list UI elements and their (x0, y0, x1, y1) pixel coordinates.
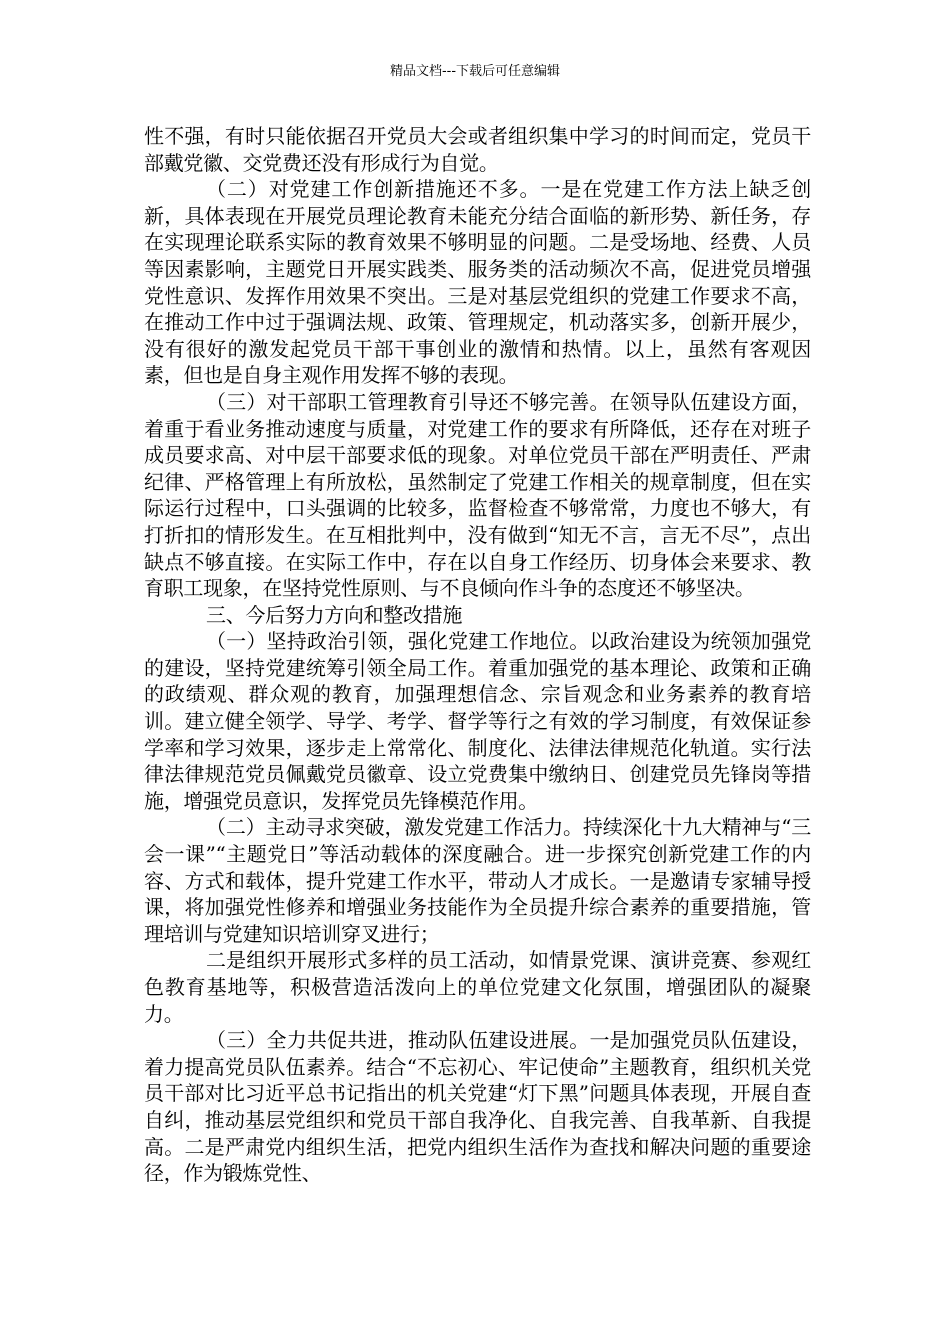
section-heading: 三、今后努力方向和整改措施 (206, 602, 463, 627)
paragraph-activities: 二是组织开展形式多样的员工活动，如情景党课、演讲竞赛、参观红色教育基地等，积极营造活泼向上的单位党建文化氛围，增强团队的凝聚力。 (144, 948, 811, 1026)
paragraph-innovation: （二）对党建工作创新措施还不多。一是在党建工作方法上缺乏创新，具体表现在开展党员理论教育未能充分结合面临的新形势、新任务，存在实现理论联系实际的教育效果不够明显的问题。二是受场地、经费、人员等因素影响，主题党日开展实践类、服务类的活动频次不高，促进党员增强党性意识、发挥作用效果不突出。三是对基层党组织的党建工作要求不高，在推动工作中过于强调法规、政策、管理规定，机动落实多，创新开展少，没有很好的激发起党员干部干事创业的激情和热情。以上，虽然有客观因素，但也是自身主观作用发挥不够的表现。 (144, 177, 811, 388)
document-body (144, 123, 811, 1187)
paragraph-continuation: 性不强，有时只能依据召开党员大会或者组织集中学习的时间而定，党员干部戴党徽、交党费还没有形成行为自觉。 (144, 124, 811, 175)
paragraph-team-building: （三）全力共促共进，推动队伍建设进展。一是加强党员队伍建设，着力提高党员队伍素养。结合“不忘初心、牢记使命”主题教育，组织机关党员干部对比习近平总书记指出的机关党建“灯下黑”问题具体表现，开展自查自纠，推动基层党组织和党员干部自我净化、自我完善、自我革新、自我提高。二是严肃党内组织生活，把党内组织生活作为查找和解决问题的重要途径，作为锻炼党性、 (144, 1028, 811, 1186)
paragraph-management: （三）对干部职工管理教育引导还不够完善。在领导队伍建设方面，着重于看业务推动速度与质量，对党建工作的要求有所降低，还存在对班子成员要求高、对中层干部要求低的现象。对单位党员干部在严明责任、严肃纪律、严格管理上有所放松，虽然制定了党建工作相关的规章制度，但在实际运行过程中，口头强调的比较多，监督检查不够常常，力度也不够大，有打折扣的情形发生。在互相批判中，没有做到“知无不言，言无不尽”，点出缺点不够直接。在实际工作中，存在以自身工作经历、切身体会来要求、教育职工现象，在坚持党性原则、与不良倾向作斗争的态度还不够坚决。 (144, 389, 811, 601)
page-header: 精品文档---下载后可任意编辑 (389, 64, 561, 79)
paragraph-political-guidance: （一）坚持政治引领，强化党建工作地位。以政治建设为统领加强党的建设，坚持党建统筹引领全局工作。着重加强党的基本理论、政策和正确的政绩观、群众观的教育，加强理想信念、宗旨观念和业务素养的教育培训。建立健全领学、导学、考学、督学等行之有效的学习制度，有效保证参学率和学习效果，逐步走上常常化、制度化、法律法律规范化轨道。实行法律法律规范党员佩戴党员徽章、设立党费集中缴纳日、创建党员先锋岗等措施，增强党员意识，发挥党员先锋模范作用。 (144, 629, 811, 813)
paragraph-breakthrough: （二）主动寻求突破，激发党建工作活力。持续深化十九大精神与“三会一课”“主题党日”等活动载体的深度融合。进一步探究创新党建工作的内容、方式和载体，提升党建工作水平，带动人才成长。一是邀请专家辅导授课，将加强党性修养和增强业务技能作为全员提升综合素养的重要措施，管理培训与党建知识培训穿叉进行； (144, 815, 811, 946)
